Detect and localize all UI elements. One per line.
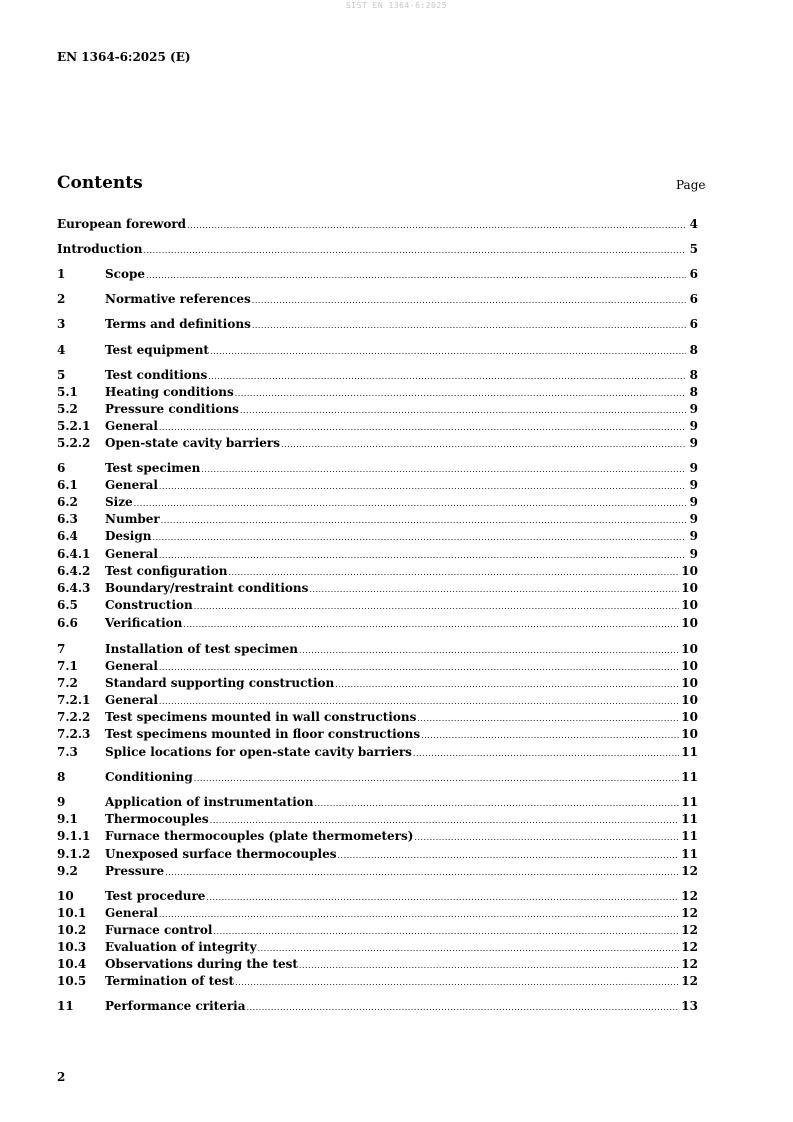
toc-entry-number: 6.3 xyxy=(57,512,78,526)
toc-entry-page: 10 xyxy=(681,598,698,612)
dot-leader xyxy=(335,677,679,693)
toc-entry[interactable] xyxy=(57,241,698,257)
toc-entry-number: 6.1 xyxy=(57,478,78,492)
toc-entry-title: Test conditions xyxy=(105,368,208,382)
dot-leader xyxy=(194,599,680,615)
dot-leader xyxy=(213,924,679,940)
toc-entry-title: Thermocouples xyxy=(105,812,209,826)
dot-leader xyxy=(252,293,686,309)
toc-entry-page: 12 xyxy=(681,889,698,903)
dot-leader xyxy=(159,660,679,676)
toc-entry-title: Pressure xyxy=(105,864,165,878)
toc-entry-title: European foreword xyxy=(57,217,187,231)
toc-entry-title: General xyxy=(105,906,158,920)
toc-entry-title: General xyxy=(105,547,158,561)
toc-entry[interactable] xyxy=(57,597,698,613)
toc-entry-number: 9.1.2 xyxy=(57,847,91,861)
toc-entry-title: Evaluation of integrity xyxy=(105,940,257,954)
toc-entry-title: Test configuration xyxy=(105,564,228,578)
toc-entry-title: Terms and definitions xyxy=(105,317,251,331)
toc-entry[interactable] xyxy=(57,709,698,725)
dot-leader xyxy=(206,890,679,906)
toc-entry[interactable] xyxy=(57,477,698,493)
toc-entry-title: Splice locations for open-state cavity barriers xyxy=(105,745,412,759)
dot-leader xyxy=(165,865,679,881)
toc-entry-page: 9 xyxy=(689,461,698,475)
toc-entry[interactable] xyxy=(57,216,698,232)
dot-leader xyxy=(183,617,679,633)
toc-entry-number: 3 xyxy=(57,317,66,331)
toc-entry-title: Standard supporting construction xyxy=(105,676,335,690)
toc-entry-number: 5.2 xyxy=(57,402,78,416)
toc-entry[interactable] xyxy=(57,769,698,785)
toc-entry-number: 6.4 xyxy=(57,529,78,543)
dot-leader xyxy=(299,958,679,974)
toc-entry-page: 9 xyxy=(689,512,698,526)
dot-leader xyxy=(235,386,686,402)
toc-entry-number: 9.2 xyxy=(57,864,78,878)
watermark: SIST EN 1364-6:2025 xyxy=(345,1,447,10)
toc-entry-title: Application of instrumentation xyxy=(105,795,314,809)
toc-entry-title: Heating conditions xyxy=(105,385,234,399)
toc-entry-title: Installation of test specimen xyxy=(105,642,299,656)
toc-entry-page: 9 xyxy=(689,547,698,561)
toc-entry-page: 5 xyxy=(689,242,698,256)
toc-entry-number: 6.5 xyxy=(57,598,78,612)
toc-entry[interactable] xyxy=(57,580,698,596)
toc-entry[interactable] xyxy=(57,973,698,989)
dot-leader xyxy=(210,813,680,829)
toc-entry-number: 9.1.1 xyxy=(57,829,91,843)
toc-entry-number: 10.4 xyxy=(57,957,87,971)
toc-entry-page: 10 xyxy=(681,564,698,578)
toc-entry-page: 9 xyxy=(689,402,698,416)
toc-entry-title: Observations during the test xyxy=(105,957,298,971)
dot-leader xyxy=(281,437,686,453)
toc-entry-page: 12 xyxy=(681,957,698,971)
toc-entry-page: 12 xyxy=(681,923,698,937)
dot-leader xyxy=(240,403,686,419)
toc-entry[interactable] xyxy=(57,494,698,510)
dot-leader xyxy=(201,462,686,478)
dot-leader xyxy=(161,513,686,529)
toc-entry[interactable] xyxy=(57,563,698,579)
dot-leader xyxy=(314,796,679,812)
dot-leader xyxy=(228,565,679,581)
toc-entry-number: 6.6 xyxy=(57,616,78,630)
contents-title: Contents xyxy=(57,173,143,193)
toc-entry-title: Number xyxy=(105,512,160,526)
toc-entry-number: 7.2.3 xyxy=(57,727,91,741)
toc-entry-number: 7.2.2 xyxy=(57,710,91,724)
toc-entry-page: 9 xyxy=(689,419,698,433)
toc-entry-page: 10 xyxy=(681,727,698,741)
dot-leader xyxy=(417,711,679,727)
toc-entry-title: General xyxy=(105,693,158,707)
toc-entry-number: 9 xyxy=(57,795,66,809)
toc-entry-title: Test specimens mounted in floor constructions xyxy=(105,727,421,741)
dot-leader xyxy=(421,728,679,744)
toc-entry-number: 10.1 xyxy=(57,906,87,920)
page-number: 2 xyxy=(57,1070,66,1084)
toc-entry-page: 12 xyxy=(681,906,698,920)
toc-entry-number: 5.1 xyxy=(57,385,78,399)
toc-entry-number: 8 xyxy=(57,770,66,784)
toc-entry-title: Scope xyxy=(105,267,146,281)
toc-entry-page: 11 xyxy=(681,795,698,809)
toc-entry-title: Pressure conditions xyxy=(105,402,239,416)
dot-leader xyxy=(159,420,686,436)
toc-entry-title: Verification xyxy=(105,616,183,630)
toc-entry-page: 6 xyxy=(689,292,698,306)
toc-entry-number: 7.2.1 xyxy=(57,693,91,707)
toc-entry-number: 7.1 xyxy=(57,659,78,673)
toc-entry-title: Test equipment xyxy=(105,343,209,357)
toc-entry-page: 11 xyxy=(681,745,698,759)
toc-entry[interactable] xyxy=(57,863,698,879)
toc-entry-number: 9.1 xyxy=(57,812,78,826)
toc-entry-number: 4 xyxy=(57,343,66,357)
toc-entry-number: 10 xyxy=(57,889,74,903)
toc-entry[interactable] xyxy=(57,956,698,972)
toc-entry-title: Termination of test xyxy=(105,974,235,988)
toc-entry-title: General xyxy=(105,659,158,673)
toc-entry-page: 13 xyxy=(681,999,698,1013)
toc-entry-number: 7.3 xyxy=(57,745,78,759)
toc-entry[interactable] xyxy=(57,692,698,708)
toc-entry-page: 10 xyxy=(681,581,698,595)
toc-entry-page: 9 xyxy=(689,478,698,492)
toc-entry-number: 5.2.2 xyxy=(57,436,91,450)
toc-entry-number: 5 xyxy=(57,368,66,382)
dot-leader xyxy=(159,694,679,710)
dot-leader xyxy=(252,318,686,334)
toc-entry[interactable] xyxy=(57,367,698,383)
toc-entry[interactable] xyxy=(57,794,698,810)
toc-entry-page: 12 xyxy=(681,974,698,988)
dot-leader xyxy=(152,530,686,546)
toc-entry-number: 10.2 xyxy=(57,923,87,937)
toc-entry[interactable] xyxy=(57,266,698,282)
toc-entry-number: 6.4.2 xyxy=(57,564,91,578)
toc-entry-number: 1 xyxy=(57,267,66,281)
toc-entry-title: General xyxy=(105,478,158,492)
toc-entry[interactable] xyxy=(57,939,698,955)
toc-entry-page: 12 xyxy=(681,864,698,878)
toc-entry-page: 12 xyxy=(681,940,698,954)
toc-entry[interactable] xyxy=(57,418,698,434)
toc-entry-page: 10 xyxy=(681,710,698,724)
dot-leader xyxy=(159,548,686,564)
dot-leader xyxy=(134,496,686,512)
toc-entry-title: Design xyxy=(105,529,152,543)
toc-entry-title: Conditioning xyxy=(105,770,193,784)
toc-entry[interactable] xyxy=(57,546,698,562)
dot-leader xyxy=(146,268,686,284)
toc-entry[interactable] xyxy=(57,922,698,938)
toc-entry-page: 9 xyxy=(689,529,698,543)
toc-entry[interactable] xyxy=(57,811,698,827)
toc-entry-page: 11 xyxy=(681,829,698,843)
dot-leader xyxy=(309,582,679,598)
toc-entry[interactable] xyxy=(57,342,698,358)
toc-entry-page: 11 xyxy=(681,812,698,826)
dot-leader xyxy=(194,771,680,787)
dot-leader xyxy=(413,746,679,762)
toc-entry-page: 8 xyxy=(689,368,698,382)
toc-entry-title: Construction xyxy=(105,598,193,612)
toc-entry-number: 6.4.1 xyxy=(57,547,91,561)
toc-entry[interactable] xyxy=(57,528,698,544)
dot-leader xyxy=(299,643,679,659)
toc-entry-page: 8 xyxy=(689,343,698,357)
document-id: EN 1364-6:2025 (E) xyxy=(57,50,191,64)
dot-leader xyxy=(210,344,686,360)
dot-leader xyxy=(143,243,686,259)
dot-leader xyxy=(258,941,680,957)
dot-leader xyxy=(235,975,679,991)
toc-entry[interactable] xyxy=(57,726,698,742)
toc-entry-title: Normative references xyxy=(105,292,251,306)
toc-entry[interactable] xyxy=(57,460,698,476)
dot-leader xyxy=(246,1000,679,1016)
dot-leader xyxy=(159,479,686,495)
toc-entry-page: 6 xyxy=(689,317,698,331)
toc-entry-number: 6.4.3 xyxy=(57,581,91,595)
toc-entry[interactable] xyxy=(57,291,698,307)
toc-entry-number: 7 xyxy=(57,642,66,656)
toc-entry-number: 10.5 xyxy=(57,974,87,988)
toc-entry-title: Unexposed surface thermocouples xyxy=(105,847,337,861)
toc-entry-number: 5.2.1 xyxy=(57,419,91,433)
toc-entry[interactable] xyxy=(57,846,698,862)
toc-entry-title: Furnace control xyxy=(105,923,213,937)
toc-entry-title: Boundary/restraint conditions xyxy=(105,581,309,595)
toc-entry-number: 7.2 xyxy=(57,676,78,690)
toc-entry-page: 10 xyxy=(681,642,698,656)
toc-entry-page: 11 xyxy=(681,847,698,861)
dot-leader xyxy=(414,830,679,846)
dot-leader xyxy=(159,907,679,923)
toc-entry[interactable] xyxy=(57,888,698,904)
toc-entry-title: Performance criteria xyxy=(105,999,246,1013)
toc-entry[interactable] xyxy=(57,828,698,844)
toc-entry[interactable] xyxy=(57,435,698,451)
toc-entry-title: Test specimens mounted in wall constructions xyxy=(105,710,417,724)
toc-entry-page: 8 xyxy=(689,385,698,399)
toc-entry-title: Introduction xyxy=(57,242,143,256)
toc-entry[interactable] xyxy=(57,744,698,760)
toc-entry-title: Test specimen xyxy=(105,461,201,475)
toc-entry-page: 9 xyxy=(689,436,698,450)
toc-entry[interactable] xyxy=(57,384,698,400)
toc-entry-page: 11 xyxy=(681,770,698,784)
toc-entry-number: 6 xyxy=(57,461,66,475)
toc-entry[interactable] xyxy=(57,641,698,657)
toc-entry-title: Size xyxy=(105,495,133,509)
toc-entry-page: 10 xyxy=(681,659,698,673)
toc-entry-page: 10 xyxy=(681,676,698,690)
toc-entry-title: General xyxy=(105,419,158,433)
toc-entry-number: 10.3 xyxy=(57,940,87,954)
toc-entry[interactable] xyxy=(57,615,698,631)
toc-entry[interactable] xyxy=(57,658,698,674)
toc-entry-title: Furnace thermocouples (plate thermometers) xyxy=(105,829,414,843)
toc-entry-page: 10 xyxy=(681,693,698,707)
toc-entry-number: 6.2 xyxy=(57,495,78,509)
toc-entry-page: 6 xyxy=(689,267,698,281)
toc-entry[interactable] xyxy=(57,998,698,1014)
toc-entry-number: 11 xyxy=(57,999,74,1013)
toc-entry-title: Test procedure xyxy=(105,889,206,903)
toc-entry[interactable] xyxy=(57,511,698,527)
dot-leader xyxy=(187,218,686,234)
toc-entry-page: 4 xyxy=(689,217,698,231)
toc-entry-title: Open-state cavity barriers xyxy=(105,436,281,450)
toc-entry-page: 10 xyxy=(681,616,698,630)
dot-leader xyxy=(208,369,686,385)
toc-entry-page: 9 xyxy=(689,495,698,509)
toc-entry[interactable] xyxy=(57,675,698,691)
toc-entry[interactable] xyxy=(57,316,698,332)
toc-entry-number: 2 xyxy=(57,292,66,306)
page-column-label: Page xyxy=(676,178,706,192)
toc-entry[interactable] xyxy=(57,401,698,417)
dot-leader xyxy=(338,848,680,864)
toc-entry[interactable] xyxy=(57,905,698,921)
